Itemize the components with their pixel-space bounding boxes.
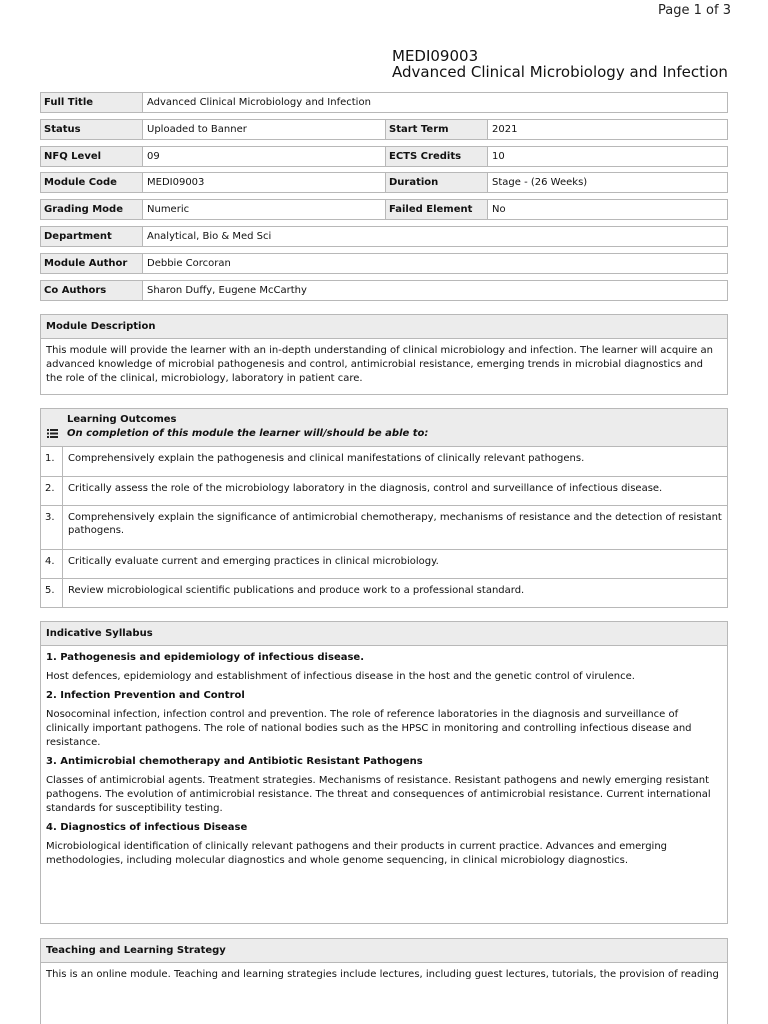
learning-outcomes-header <box>41 409 727 447</box>
module-author-row <box>40 253 728 274</box>
outcome-number: 2. <box>41 477 63 505</box>
outcome-number: 4. <box>41 550 63 578</box>
syllabus-section-title: 3. Antimicrobial chemotherapy and Antibiotic Resistant Pathogens <box>46 756 423 767</box>
syllabus-section-text: Nosocominal infection, infection control and prevention. The role of reference laboratories in the diagnosis and surveillance of clinically important pathogens. The role of national bodies such as the HPSC in monitoring and controlling infectious disease and resistance. <box>46 709 692 748</box>
section-heading: Module Description <box>41 315 727 339</box>
field-value: 2021 <box>492 124 518 135</box>
module-description-box <box>40 314 728 395</box>
field-label: Grading Mode <box>41 200 143 219</box>
list-item <box>41 506 727 550</box>
learning-outcomes-box <box>40 408 728 608</box>
field-value: 10 <box>492 151 505 162</box>
grading-mode-row <box>40 199 728 220</box>
module-code-heading: MEDI09003 <box>392 47 479 65</box>
syllabus-section-title: 2. Infection Prevention and Control <box>46 690 245 701</box>
full-title-row <box>40 92 728 113</box>
section-heading: Teaching and Learning Strategy <box>41 939 727 963</box>
field-value: Sharon Duffy, Eugene McCarthy <box>147 285 307 296</box>
field-label: NFQ Level <box>41 147 143 166</box>
outcome-text: Critically evaluate current and emerging practices in clinical microbiology. <box>68 556 439 567</box>
field-label: Duration <box>386 173 488 192</box>
module-title-heading: Advanced Clinical Microbiology and Infection <box>392 63 728 81</box>
status-row <box>40 119 728 140</box>
teaching-strategy-text: This is an online module. Teaching and learning strategies include lectures, including guest lectures, tutorials, the provision of reading <box>46 969 719 980</box>
list-icon <box>41 409 63 446</box>
outcome-text: Critically assess the role of the microbiology laboratory in the diagnosis, control and surveillance of infectious disease. <box>68 483 663 494</box>
field-value: Advanced Clinical Microbiology and Infection <box>147 97 371 108</box>
module-description-text: This module will provide the learner with an in-depth understanding of clinical microbiology and infection. The learner will acquire an advanced knowledge of microbial pathogenesis and control, antimicrobial resistance, emerging trends in microbial diagnostics and the role of the clinical, microbiology, laboratory in patient care. <box>46 345 713 384</box>
field-label: Department <box>41 227 143 246</box>
module-code-row <box>40 172 728 193</box>
field-value: MEDI09003 <box>143 173 386 192</box>
outcome-text: Comprehensively explain the pathogenesis and clinical manifestations of clinically relevant pathogens. <box>68 453 585 464</box>
field-label: Start Term <box>386 120 488 139</box>
field-value: Debbie Corcoran <box>147 258 231 269</box>
outcome-text: Comprehensively explain the significance of antimicrobial chemotherapy, mechanisms of resistance and the detection of resistant pathogens. <box>68 512 722 536</box>
indicative-syllabus-box <box>40 621 728 924</box>
field-value: Uploaded to Banner <box>143 120 386 139</box>
syllabus-section-text: Host defences, epidemiology and establishment of infectious disease in the host and the genetic control of virulence. <box>46 671 635 682</box>
field-value: 09 <box>143 147 386 166</box>
department-row <box>40 226 728 247</box>
document-header <box>392 48 728 80</box>
section-heading: Learning Outcomes <box>67 414 177 425</box>
field-label: ECTS Credits <box>386 147 488 166</box>
list-item <box>41 579 727 607</box>
field-label: Full Title <box>41 93 143 112</box>
syllabus-section-title: 1. Pathogenesis and epidemiology of infectious disease. <box>46 652 365 663</box>
section-subheading: On completion of this module the learner will/should be able to: <box>67 428 429 439</box>
field-value: Analytical, Bio & Med Sci <box>147 231 272 242</box>
list-item <box>41 447 727 477</box>
nfq-level-row <box>40 146 728 167</box>
teaching-strategy-box <box>40 938 728 1024</box>
syllabus-section-title: 4. Diagnostics of infectious Disease <box>46 822 248 833</box>
field-value: Stage - (26 Weeks) <box>492 177 588 188</box>
co-authors-row <box>40 280 728 301</box>
list-item <box>41 550 727 579</box>
syllabus-section-text: Classes of antimicrobial agents. Treatment strategies. Mechanisms of resistance. Resistant pathogens and newly emerging resistant pathogens. The evolution of antimicrobial resistance. The threat and consequences of antimicrobial resistance. Current international standards for susceptibility testing. <box>46 775 711 814</box>
field-value: No <box>492 204 506 215</box>
page-number: Page 1 of 3 <box>658 3 731 18</box>
section-heading: Indicative Syllabus <box>41 622 727 646</box>
field-label: Status <box>41 120 143 139</box>
field-value: Numeric <box>143 200 386 219</box>
field-label: Co Authors <box>41 281 143 300</box>
syllabus-section-text: Microbiological identification of clinically relevant pathogens and their products in current practice. Advances and emerging methodologies, including molecular diagnostics and whole genome sequencing, in clinical microbiology diagnostics. <box>46 841 668 866</box>
list-item <box>41 477 727 506</box>
field-label: Module Author <box>41 254 143 273</box>
field-label: Module Code <box>41 173 143 192</box>
outcome-number: 5. <box>41 579 63 607</box>
outcome-number: 3. <box>41 506 63 549</box>
field-label: Failed Element <box>386 200 488 219</box>
outcome-number: 1. <box>41 447 63 476</box>
outcome-text: Review microbiological scientific publications and produce work to a professional standard. <box>68 585 525 596</box>
